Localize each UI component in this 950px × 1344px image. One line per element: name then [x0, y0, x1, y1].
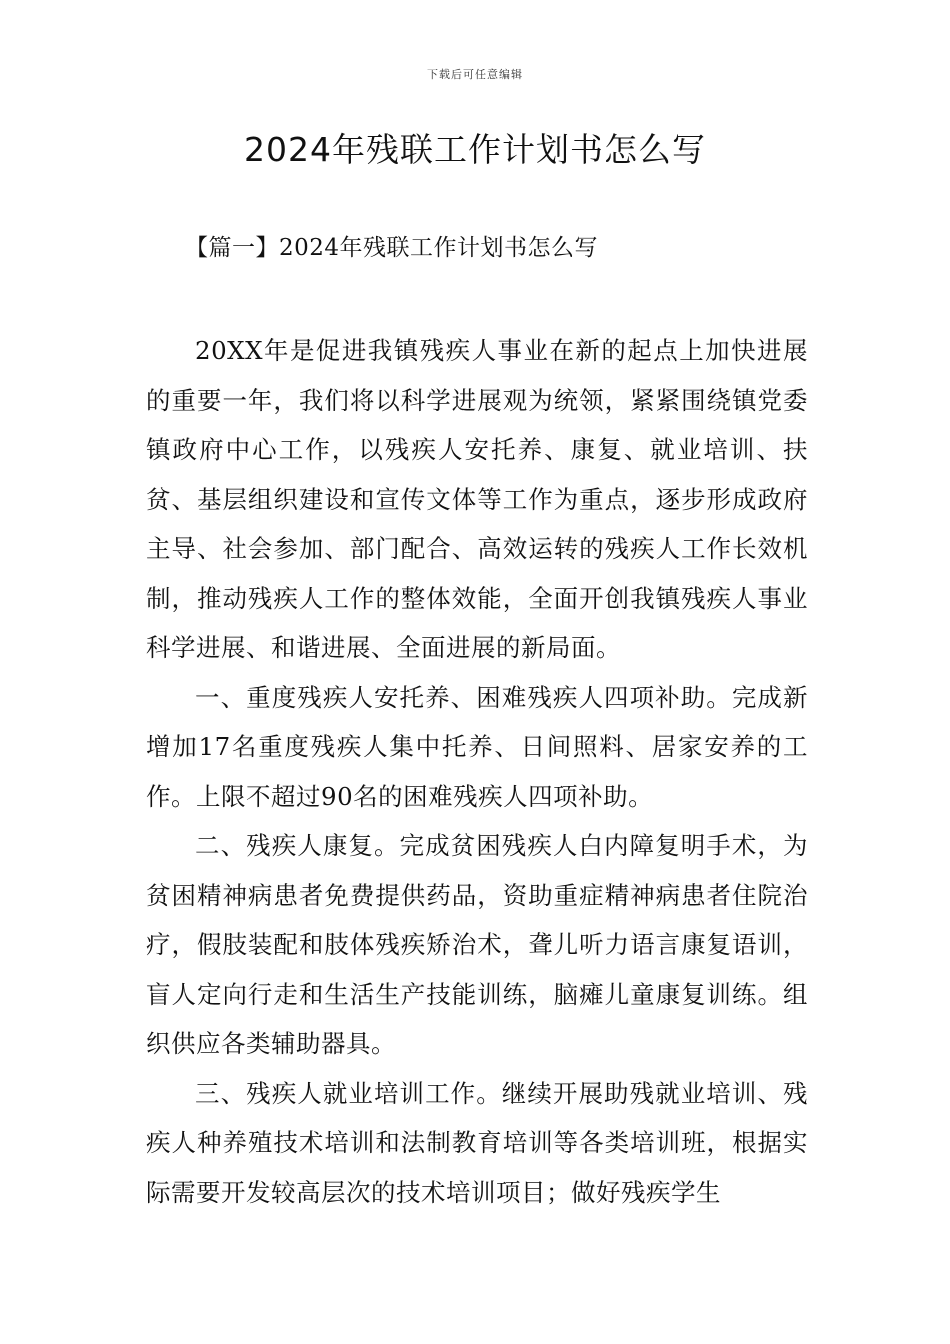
document-body — [146, 326, 808, 1217]
paragraph-rehabilitation: 二、残疾人康复。完成贫困残疾人白内障复明手术，为贫困精神病患者免费提供药品，资助重症精神病患者住院治疗，假肢装配和肢体残疾矫治术，聋儿听力语言康复语训，盲人定向行走和生活生产技能训练，脑瘫儿童康复训练。组织供应各类辅助器具。 — [146, 831, 808, 1058]
paragraph-intro: 20XX年是促进我镇残疾人事业在新的起点上加快进展的重要一年，我们将以科学进展观为统领，紧紧围绕镇党委镇政府中心工作，以残疾人安托养、康复、就业培训、扶贫、基层组织建设和宣传文体等工作为重点，逐步形成政府主导、社会参加、部门配合、高效运转的残疾人工作长效机制，推动残疾人工作的整体效能，全面开创我镇残疾人事业科学进展、和谐进展、全面进展的新局面。 — [146, 336, 808, 662]
document-title: 2024年残联工作计划书怎么写 — [244, 130, 706, 169]
paragraph-employment-training: 三、残疾人就业培训工作。继续开展助残就业培训、残疾人种养殖技术培训和法制教育培训等各类培训班，根据实际需要开发较高层次的技术培训项目；做好残疾学生 — [146, 1078, 808, 1207]
section-heading: 【篇一】2024年残联工作计划书怎么写 — [185, 235, 599, 261]
paragraph-care-subsidy: 一、重度残疾人安托养、困难残疾人四项补助。完成新增加17名重度残疾人集中托养、日间照料、居家安养的工作。上限不超过90名的困难残疾人四项补助。 — [146, 682, 808, 811]
header-note: 下载后可任意编辑 — [427, 68, 523, 81]
